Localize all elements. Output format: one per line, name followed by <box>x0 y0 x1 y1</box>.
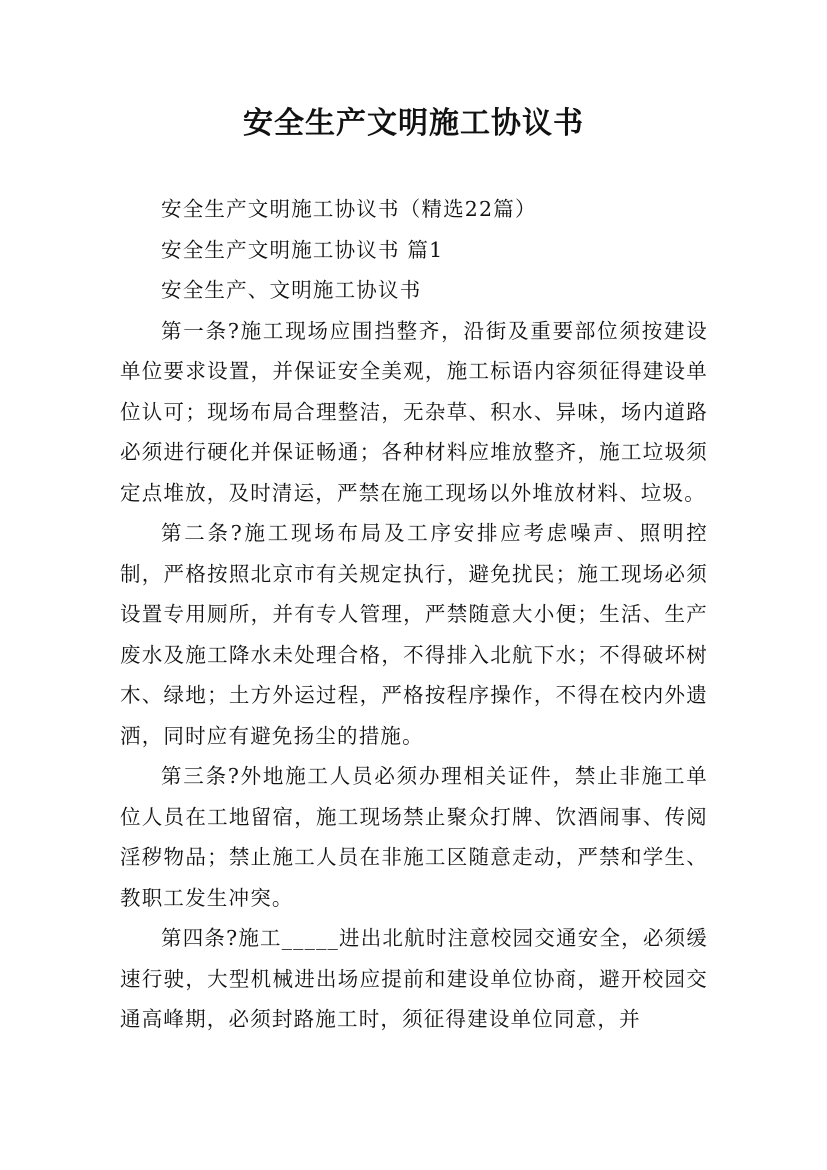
agreement-heading: 安全生产、文明施工协议书 <box>161 278 422 302</box>
article-2-paragraph: 第二条?施工现场布局及工序安排应考虑噪声、照明控制，严格按照北京市有关规定执行，避免扰民；施工现场必须设置专用厕所，并有专人管理，严禁随意大小便；生活、生产废水及施工降水未处理合格，不得排入北航下水；不得破坏树木、绿地；土方外运过程，严格按程序操作，不得在校内外遗洒，同时应有避免扬尘的措施。 <box>120 521 708 748</box>
section-heading: 安全生产文明施工协议书 篇1 <box>161 237 444 262</box>
article-1-paragraph: 第一条?施工现场应围挡整齐，沿街及重要部位须按建设单位要求设置，并保证安全美观，施工标语内容须征得建设单位认可；现场布局合理整洁，无杂草、积水、异味，场内道路必须进行硬化并保证畅通；各种材料应堆放整齐，施工垃圾须定点堆放，及时清运，严禁在施工现场以外堆放材料、垃圾。 <box>120 318 708 505</box>
document-body <box>120 189 708 1040</box>
article-4-paragraph: 第四条?施工_____进出北航时注意校园交通安全，必须缓速行驶，大型机械进出场应提前和建设单位协商，避开校园交通高峰期，必须封路施工时，须征得建设单位同意，并 <box>120 926 708 1031</box>
document-title: 安全生产文明施工协议书 <box>243 106 584 141</box>
article-3-paragraph: 第三条?外地施工人员必须办理相关证件，禁止非施工单位人员在工地留宿，施工现场禁止聚众打牌、饮酒闹事、传阅淫秽物品；禁止施工人员在非施工区随意走动，严禁和学生、教职工发生冲突。 <box>120 764 708 910</box>
document-subtitle: 安全生产文明施工协议书（精选22篇） <box>161 197 537 221</box>
